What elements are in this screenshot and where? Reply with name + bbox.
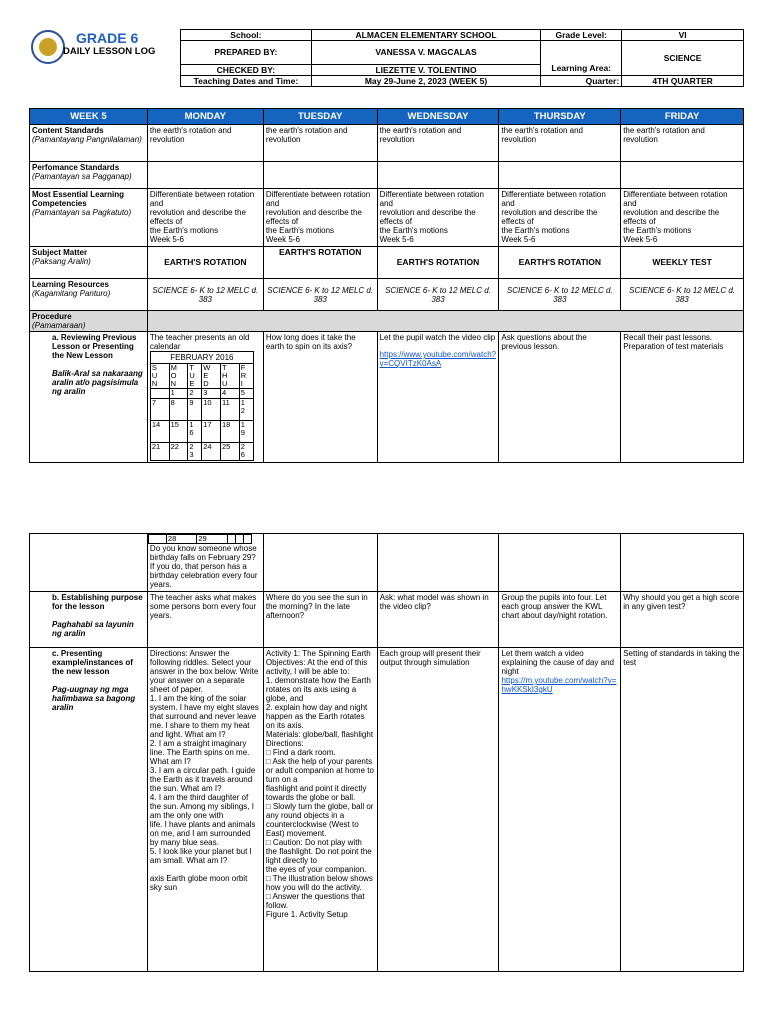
calendar-head-mon: M O N <box>169 364 188 389</box>
performance-standards-fri <box>621 162 744 189</box>
continued-wed <box>377 534 499 592</box>
continued-thu <box>499 534 621 592</box>
calendar-cell <box>243 535 251 544</box>
learning-area-value: SCIENCE <box>622 41 744 76</box>
calendar-head-fri: F R I <box>239 364 253 389</box>
daily-lesson-log-title: DAILY LESSON LOG <box>63 46 156 57</box>
calendar-cell: 18 <box>221 421 240 443</box>
performance-standards-wed <box>377 162 499 189</box>
grade-level-value: VI <box>622 30 744 41</box>
deped-seal-logo <box>31 30 65 64</box>
header-info-table <box>180 29 744 87</box>
lesson-log-table-page2 <box>29 533 744 972</box>
content-standards-label: Content Standards (Pamantayang Pangnilalaman) <box>30 125 148 162</box>
thursday-header: THURSDAY <box>499 109 621 125</box>
performance-standards-mon <box>147 162 263 189</box>
continued-label-cell <box>30 534 148 592</box>
review-fri: Recall their past lessons. Preparation of test materials <box>621 332 744 463</box>
calendar-cell: 2 3 <box>188 443 202 461</box>
prepared-by-label: PREPARED BY: <box>181 41 312 65</box>
calendar-cell: 3 <box>202 389 221 399</box>
calendar-head-tue: T U E <box>188 364 202 389</box>
examples-mon: Directions: Answer the following riddles. Select your answer in the box below. Write your answer on a separate sheet of paper. 1. I am the king of the solar system. I have my eight slaves that surround and never leave me. I share to them my heat and light. What am I? 2. I am a straight imaginary line. The Earth spins on me. What am I? 3. I am a circular path. I guide the Earth as it travels around the sun. What am I? 4. I am the third daughter of the sun. Among my siblings, I am the only one with life. I have plants and animals on me, and I am surrounded by many blue seas. 5. I look like your planet but I am small. What am I? axis Earth globe moon orbit sky sun <box>147 648 263 972</box>
learning-area-label: Learning Area: <box>541 41 622 76</box>
calendar-head-wed: W E D <box>202 364 221 389</box>
quarter-label: Quarter: <box>541 76 622 87</box>
week-header: WEEK 5 <box>30 109 148 125</box>
calendar-cell <box>148 535 166 544</box>
melc-tue: Differentiate between rotation and revolution and describe the effects of the Earth's motions Week 5-6 <box>263 189 377 247</box>
melc-thu: Differentiate between rotation and revolution and describe the effects of the Earth's motions Week 5-6 <box>499 189 621 247</box>
calendar-head-thu: T H U <box>221 364 240 389</box>
purpose-label: b. Establishing purpose for the lesson Paghahabi sa layunin ng aralin <box>30 592 148 648</box>
calendar-cell: 9 <box>188 399 202 421</box>
school-value: ALMACEN ELEMENTARY SCHOOL <box>311 30 541 41</box>
school-label: School: <box>181 30 312 41</box>
melc-wed: Differentiate between rotation and revolution and describe the effects of the Earth's motions Week 5-6 <box>377 189 499 247</box>
quarter-value: 4TH QUARTER <box>622 76 744 87</box>
learning-resources-mon: SCIENCE 6- K to 12 MELC d. 383 <box>147 279 263 311</box>
subject-matter-fri: WEEKLY TEST <box>621 247 744 279</box>
grade-level-label: Grade Level: <box>541 30 622 41</box>
checked-by-label: CHECKED BY: <box>181 65 312 76</box>
calendar-cell: 11 <box>221 399 240 421</box>
continued-mon <box>147 534 263 592</box>
review-wed <box>377 332 499 463</box>
checked-by-value: LIEZETTE V. TOLENTINO <box>311 65 541 76</box>
calendar-cell: 17 <box>202 421 221 443</box>
calendar-cell: 8 <box>169 399 188 421</box>
review-thu: Ask questions about the previous lesson. <box>499 332 621 463</box>
subject-matter-thu: EARTH'S ROTATION <box>499 247 621 279</box>
purpose-fri: Why should you get a high score in any given test? <box>621 592 744 648</box>
calendar-cell: 15 <box>169 421 188 443</box>
learning-resources-wed: SCIENCE 6- K to 12 MELC d. 383 <box>377 279 499 311</box>
review-label: a. Reviewing Previous Lesson or Presenting the New Lesson Balik-Aral sa nakaraang aralin at/o pagsisimula ng aralin <box>30 332 148 463</box>
calendar-cell <box>150 389 169 399</box>
calendar-head-sun: S U N <box>150 364 169 389</box>
monday-header: MONDAY <box>147 109 263 125</box>
learning-resources-thu: SCIENCE 6- K to 12 MELC d. 383 <box>499 279 621 311</box>
examples-fri: Setting of standards in taking the test <box>621 648 744 972</box>
performance-standards-label: Perfomance Standards (Pamantayan sa Pagganap) <box>30 162 148 189</box>
calendar-cell: 22 <box>169 443 188 461</box>
calendar-cell: 7 <box>150 399 169 421</box>
content-standards-mon: the earth's rotation and revolution <box>147 125 263 162</box>
examples-label: c. Presenting example/instances of the new lesson Pag-uugnay ng mga halimbawa sa bagong aralin <box>30 648 148 972</box>
review-wed-text: Let the pupil watch the video clip <box>379 333 496 342</box>
subject-matter-wed: EARTH'S ROTATION <box>377 247 499 279</box>
wednesday-header: WEDNESDAY <box>377 109 499 125</box>
february-calendar <box>150 351 254 461</box>
calendar-cell: 1 9 <box>239 421 253 443</box>
melc-label: Most Essential Learning Competencies (Pamantayan sa Pagkatuto) <box>30 189 148 247</box>
calendar-cell: 28 <box>166 535 196 544</box>
grade-title: GRADE 6 <box>76 30 139 46</box>
calendar-cell: 5 <box>239 389 253 399</box>
content-standards-fri: the earth's rotation and revolution <box>621 125 744 162</box>
calendar-cell: 4 <box>221 389 240 399</box>
youtube-link-1[interactable]: https://www.youtube.com/watch?v=CQVITzK0AsA <box>379 350 497 368</box>
review-mon <box>147 332 263 463</box>
subject-matter-mon: EARTH'S ROTATION <box>147 247 263 279</box>
calendar-title: FEBRUARY 2016 <box>150 352 253 364</box>
content-standards-tue: the earth's rotation and revolution <box>263 125 377 162</box>
performance-standards-thu <box>499 162 621 189</box>
content-standards-thu: the earth's rotation and revolution <box>499 125 621 162</box>
calendar-continued <box>148 534 252 544</box>
subject-matter-label: Subject Matter (Paksang Aralin) <box>30 247 148 279</box>
learning-resources-fri: SCIENCE 6- K to 12 MELC d. 383 <box>621 279 744 311</box>
calendar-cell <box>235 535 243 544</box>
review-mon-text: The teacher presents an old calendar <box>149 333 250 351</box>
calendar-cell <box>227 535 235 544</box>
subject-matter-tue: EARTH'S ROTATION <box>263 247 377 279</box>
calendar-cell: 25 <box>221 443 240 461</box>
calendar-cell: 2 <box>188 389 202 399</box>
friday-header: FRIDAY <box>621 109 744 125</box>
calendar-cell: 24 <box>202 443 221 461</box>
calendar-cell: 2 6 <box>239 443 253 461</box>
purpose-thu: Group the pupils into four. Let each group answer the KWL chart about day/night rotation. <box>499 592 621 648</box>
melc-fri: Differentiate between rotation and revolution and describe the effects of the Earth's motions Week 5-6 <box>621 189 744 247</box>
lesson-log-table-page1 <box>29 108 744 463</box>
performance-standards-tue <box>263 162 377 189</box>
content-standards-wed: the earth's rotation and revolution <box>377 125 499 162</box>
calendar-cell: 1 2 <box>239 399 253 421</box>
teaching-dates-label: Teaching Dates and Time: <box>181 76 312 87</box>
review-tue: How long does it take the earth to spin on its axis? <box>263 332 377 463</box>
calendar-cell: 1 <box>169 389 188 399</box>
calendar-cell: 14 <box>150 421 169 443</box>
procedure-band <box>147 311 743 332</box>
continued-mon-text: Do you know someone whose birthday falls on February 29? If you do, that person has a birthday celebration every four years. <box>149 544 258 589</box>
examples-thu <box>499 648 621 972</box>
learning-resources-tue: SCIENCE 6- K to 12 MELC d. 383 <box>263 279 377 311</box>
examples-thu-text: Let them watch a video explaining the cause of day and night <box>501 649 614 676</box>
teaching-dates-value: May 29-June 2, 2023 (WEEK 5) <box>311 76 541 87</box>
learning-resources-label: Learning Resources (Kagamitang Panturo) <box>30 279 148 311</box>
continued-fri <box>621 534 744 592</box>
melc-mon: Differentiate between rotation and revolution and describe the effects of the Earth's motions Week 5-6 <box>147 189 263 247</box>
examples-tue: Activity 1: The Spinning Earth Objectives: At the end of this activity, I will be able to: 1. demonstrate how the Earth rotates on its axis using a globe, and 2. explain how day and night happen as the Earth rotates on its axis. Materials: globe/ball, flashlight Directions: □ Find a dark room. □ Ask the help of your parents or adult companion at home to turn on a flashlight and point it directly towards the globe or ball. □ Slowly turn the globe, ball or any round objects in a counterclockwise (West to East) movement. □ Caution: Do not play with the flashlight. Do not point the light directly to the eyes of your companion. □ The illustration below shows how you will do the activity. □ Answer the questions that follow. Figure 1. Activity Setup <box>263 648 377 972</box>
tuesday-header: TUESDAY <box>263 109 377 125</box>
continued-tue <box>263 534 377 592</box>
calendar-cell: 21 <box>150 443 169 461</box>
examples-wed: Each group will present their output through simulation <box>377 648 499 972</box>
purpose-mon: The teacher asks what makes some persons born every four years. <box>147 592 263 648</box>
calendar-cell: 10 <box>202 399 221 421</box>
calendar-cell: 29 <box>197 535 227 544</box>
procedure-label: Procedure (Pamamaraan) <box>30 311 148 332</box>
purpose-tue: Where do you see the sun in the morning? In the late afternoon? <box>263 592 377 648</box>
youtube-link-2[interactable]: https://m.youtube.com/watch?v=hwKKSkI3gkU <box>501 676 617 694</box>
prepared-by-value: VANESSA V. MAGCALAS <box>311 41 541 65</box>
purpose-wed: Ask: what model was shown in the video clip? <box>377 592 499 648</box>
calendar-cell: 1 6 <box>188 421 202 443</box>
